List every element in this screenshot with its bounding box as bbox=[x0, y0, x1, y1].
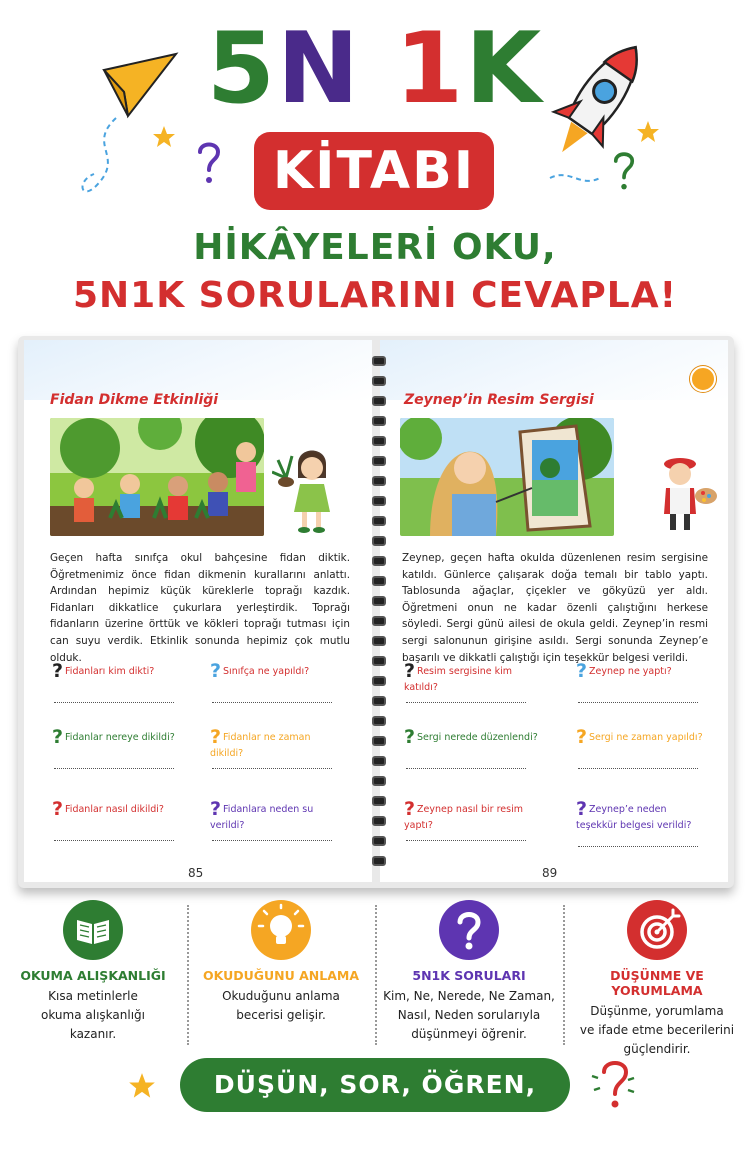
spiral-ring bbox=[372, 696, 386, 706]
title-char-5: 5 bbox=[206, 12, 277, 126]
spiral-ring bbox=[372, 756, 386, 766]
question-item bbox=[404, 800, 544, 832]
spiral-ring bbox=[372, 456, 386, 466]
spiral-ring bbox=[372, 396, 386, 406]
feature-title: 5N1K SORULARI bbox=[412, 968, 526, 983]
feature-description: Kısa metinlerle okuma alışkanlığı kazanır. bbox=[41, 989, 145, 1041]
question-mark-icon: ? bbox=[52, 726, 64, 748]
spiral-ring bbox=[372, 636, 386, 646]
tagline-1: HİKÂYELERİ OKU, bbox=[193, 227, 557, 268]
feature-item bbox=[188, 900, 374, 1025]
story-text: Geçen hafta sınıfça okul bahçesine fidan diktik. Öğretmenimiz önce fidan dikmenin kurallarını anlattı. Ardından hepimiz küçük küreklerle toprağı kazdık. Fidanları dikkatlice çukurlara yerleştirdik. Toprağı fidanların üzerine örttük ve kökleri toprağı tutması için can suyu verdik. Etkinlik sonunda hepimiz çok mutlu olduk. bbox=[50, 552, 350, 664]
feature-title: DÜŞÜNME VE YORUMLAMA bbox=[610, 968, 704, 998]
right-page bbox=[380, 340, 728, 882]
question-mark-icon: ? bbox=[210, 726, 222, 748]
star-icon bbox=[152, 125, 176, 149]
question-mark-icon: ? bbox=[404, 726, 416, 748]
logo-badge-icon bbox=[690, 366, 716, 392]
question-mark-icon: ? bbox=[576, 660, 588, 682]
spiral-ring bbox=[372, 516, 386, 526]
spiral-ring bbox=[372, 716, 386, 726]
tagline-2: 5N1K SORULARINI CEVAPLA! bbox=[72, 275, 677, 316]
question-item bbox=[210, 662, 338, 681]
question-mark-icon: ? bbox=[576, 798, 588, 820]
story-title: Fidan Dikme Etkinliği bbox=[50, 392, 219, 408]
spiral-ring bbox=[372, 656, 386, 666]
open-book-spread bbox=[18, 336, 734, 888]
answer-line[interactable] bbox=[406, 768, 526, 769]
question-mark-icon: ? bbox=[404, 798, 416, 820]
open-book-icon bbox=[63, 900, 123, 960]
answer-line[interactable] bbox=[54, 702, 174, 703]
question-doodle-icon bbox=[196, 140, 222, 188]
answer-line[interactable] bbox=[406, 840, 526, 841]
answer-line[interactable] bbox=[578, 846, 698, 847]
question-mark-icon: ? bbox=[210, 660, 222, 682]
girl-holding-sapling-icon bbox=[272, 438, 344, 538]
question-item bbox=[576, 728, 704, 747]
spiral-ring bbox=[372, 856, 386, 866]
question-mark-icon: ? bbox=[52, 660, 64, 682]
question-mark-icon: ? bbox=[52, 798, 64, 820]
story-title: Zeynep’in Resim Sergisi bbox=[404, 392, 594, 408]
answer-line[interactable] bbox=[212, 840, 332, 841]
spiral-ring bbox=[372, 576, 386, 586]
question-mark-icon: ? bbox=[576, 726, 588, 748]
spiral-ring bbox=[372, 376, 386, 386]
spiral-ring bbox=[372, 356, 386, 366]
question-text: Fidanlar nasıl dikildi? bbox=[65, 804, 164, 815]
question-text: Sınıfça ne yapıldı? bbox=[223, 666, 310, 677]
story-text: Zeynep, geçen hafta okulda düzenlenen resim sergisine katıldı. Günlerce çalışarak doğa temalı bir tablo yaptı. Tablosunda ağaçlar, çiçekler ve gökyüzü yer aldı. Öğretmeni onun ne kadar özenli çalıştığını herkese söyledi. Sergi günü ailesi de okula geldi. Zeynep’in resmi sergi salonunun girişine asıldı. Sergi sonunda Zeynep’e başarılı ve dikkatli çalıştığı için teşekkür belgesi verildi. bbox=[402, 552, 708, 664]
spiral-ring bbox=[372, 796, 386, 806]
target-icon bbox=[627, 900, 687, 960]
feature-description: Okuduğunu anlama becerisi gelişir. bbox=[222, 989, 340, 1022]
question-text: Fidanlara neden su verildi? bbox=[210, 804, 314, 831]
spiral-ring bbox=[372, 816, 386, 826]
question-mark-icon bbox=[439, 900, 499, 960]
question-text: Zeynep’e neden teşekkür belgesi verildi? bbox=[576, 804, 692, 831]
question-doodle-icon bbox=[612, 150, 636, 194]
question-text: Sergi ne zaman yapıldı? bbox=[589, 732, 703, 743]
question-text: Fidanlar nereye dikildi? bbox=[65, 732, 175, 743]
feature-description: Düşünme, yorumlama ve ifade etme becerilerini güçlendirir. bbox=[579, 1004, 735, 1056]
spiral-ring bbox=[372, 496, 386, 506]
page-number: 89 bbox=[542, 866, 558, 880]
title-char-k: K bbox=[465, 12, 544, 126]
question-text: Fidanları kim dikti? bbox=[65, 666, 155, 677]
feature-item bbox=[0, 900, 186, 1044]
book-title bbox=[0, 14, 750, 124]
spiral-ring bbox=[372, 736, 386, 746]
spiral-ring bbox=[372, 676, 386, 686]
question-item bbox=[52, 662, 192, 681]
question-text: Zeynep ne yaptı? bbox=[589, 666, 672, 677]
answer-line[interactable] bbox=[578, 702, 698, 703]
answer-line[interactable] bbox=[212, 702, 332, 703]
painter-girl-icon bbox=[658, 452, 718, 538]
lightbulb-icon bbox=[251, 900, 311, 960]
title-char-1: 1 bbox=[395, 12, 466, 126]
left-page bbox=[24, 340, 372, 882]
spiral-ring bbox=[372, 476, 386, 486]
question-text: Sergi nerede düzenlendi? bbox=[417, 732, 538, 743]
girl-painting-landscape-illustration bbox=[400, 418, 614, 536]
spiral-ring bbox=[372, 556, 386, 566]
answer-line[interactable] bbox=[406, 702, 526, 703]
title-badge: KİTABI bbox=[254, 132, 494, 210]
feature-title: OKUDUĞUNU ANLAMA bbox=[202, 968, 360, 983]
answer-line[interactable] bbox=[212, 768, 332, 769]
question-item bbox=[52, 728, 192, 747]
question-item bbox=[210, 800, 338, 832]
question-mark-icon: ? bbox=[404, 660, 416, 682]
spiral-ring bbox=[372, 616, 386, 626]
answer-line[interactable] bbox=[54, 840, 174, 841]
spiral-ring bbox=[372, 416, 386, 426]
feature-item bbox=[376, 900, 562, 1044]
spiral-ring bbox=[372, 836, 386, 846]
spiral-ring bbox=[372, 596, 386, 606]
question-item bbox=[404, 662, 544, 694]
page-number: 85 bbox=[188, 866, 204, 880]
star-icon bbox=[128, 1072, 156, 1100]
spiral-ring bbox=[372, 436, 386, 446]
feature-item bbox=[564, 900, 750, 1059]
question-item bbox=[576, 662, 704, 681]
feature-description: Kim, Ne, Nerede, Ne Zaman, Nasıl, Neden sorularıyla düşünmeyi öğrenir. bbox=[383, 989, 555, 1041]
question-item bbox=[576, 800, 704, 832]
children-planting-saplings-illustration bbox=[50, 418, 264, 536]
footer-slogan-banner: DÜŞÜN, SOR, ÖĞREN, KEŞFET! bbox=[180, 1058, 570, 1112]
question-mark-icon: ? bbox=[210, 798, 222, 820]
question-doodle-icon bbox=[590, 1056, 640, 1116]
title-char-n: N bbox=[277, 12, 362, 126]
spiral-ring bbox=[372, 776, 386, 786]
question-item bbox=[210, 728, 338, 760]
feature-title: OKUMA ALIŞKANLIĞI bbox=[20, 968, 166, 983]
question-item bbox=[404, 728, 544, 747]
question-text: Zeynep nasıl bir resim yaptı? bbox=[404, 804, 523, 831]
question-item bbox=[52, 800, 192, 819]
answer-line[interactable] bbox=[578, 768, 698, 769]
question-text: Resim sergisine kim katıldı? bbox=[404, 666, 512, 693]
answer-line[interactable] bbox=[54, 768, 174, 769]
spiral-ring bbox=[372, 536, 386, 546]
question-text: Fidanlar ne zaman dikildi? bbox=[210, 732, 311, 759]
